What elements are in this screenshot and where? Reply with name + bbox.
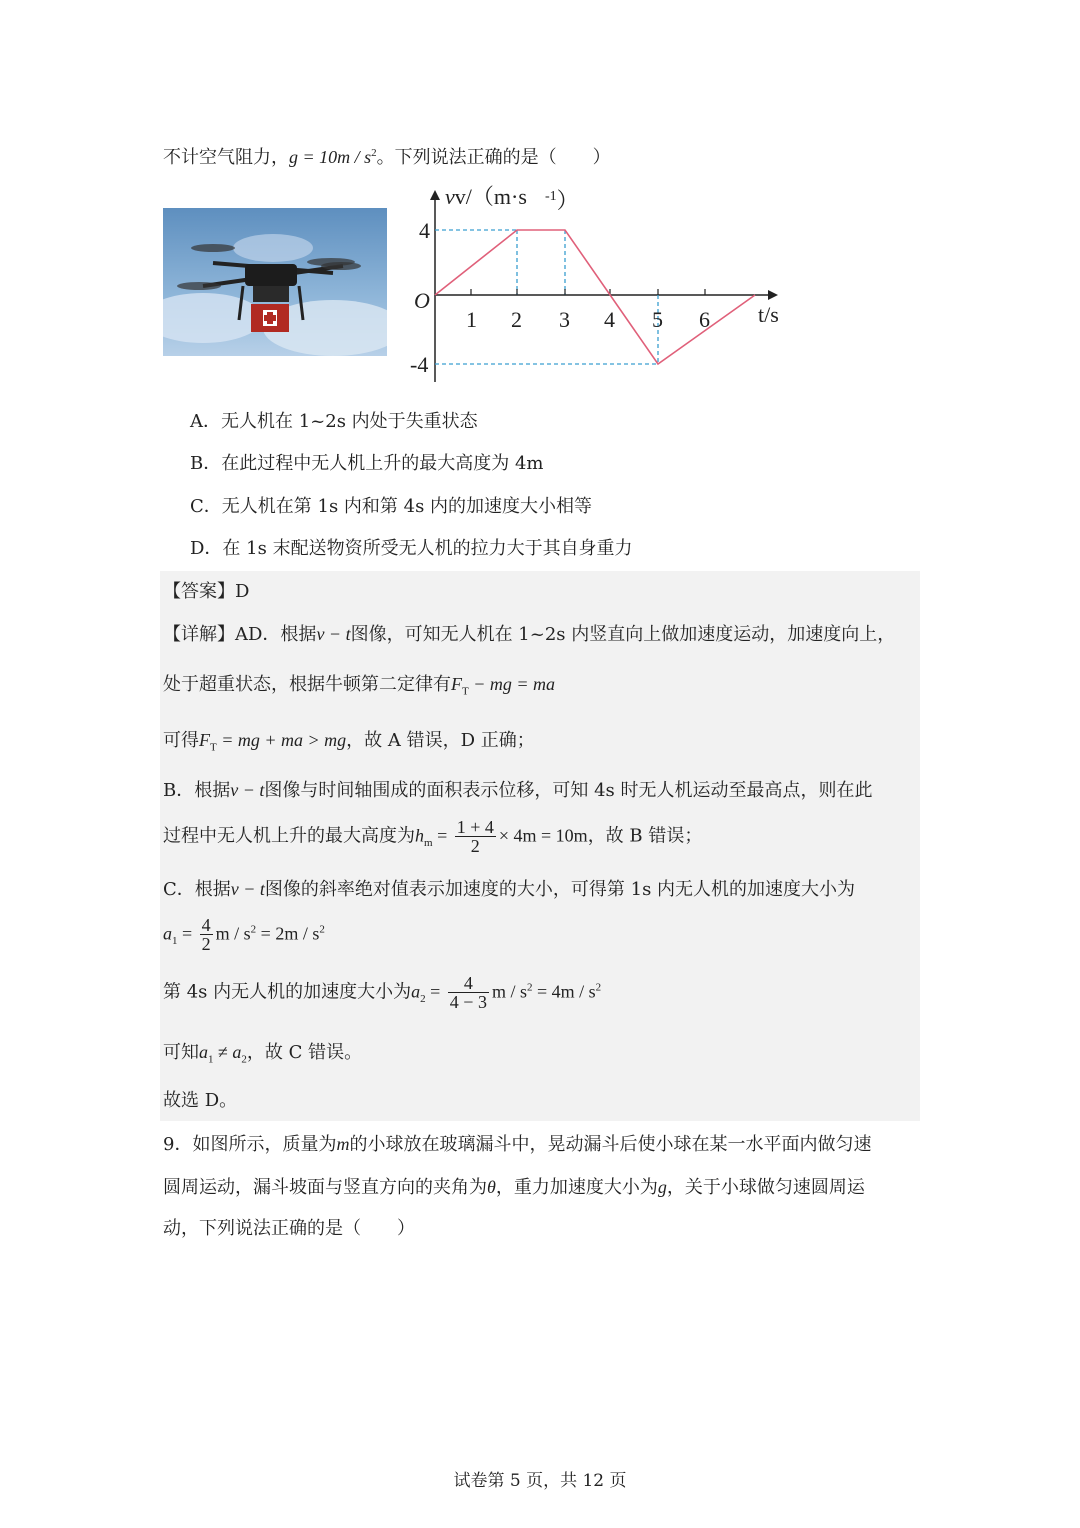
x-tick-5: 5	[652, 307, 663, 332]
detail-b-line-1: B．根据v − t图像与时间轴围成的面积表示位移，可知 4s 时无人机运动至最高点，则在此	[163, 780, 873, 801]
intro-line: 不计空气阻力，$g = 10m / s^2$。下列说法正确的是（ ）	[163, 147, 611, 168]
svg-text:-1）: $^{-1}$）	[545, 188, 579, 213]
option-b: B．在此过程中无人机上升的最大高度为 4m	[190, 453, 544, 474]
option-d: D．在 1s 末配送物资所受无人机的拉力大于其自身重力	[190, 538, 633, 559]
x-tick-4: 4	[604, 307, 615, 332]
option-a: A．无人机在 1~2s 内处于失重状态	[190, 411, 478, 432]
y-axis-arrow	[430, 190, 440, 200]
x-tick-1: 1	[466, 307, 477, 332]
y-axis-label: vv/（m·s	[445, 184, 527, 209]
x-axis-label: t/s	[758, 302, 779, 327]
tick-label-neg4: -4	[410, 352, 429, 377]
x-tick-2: 2	[511, 307, 522, 332]
detail-c-line-2: $a_1$ = $\frac{4}{2}$ $m / s^2 = 2m / s^2$	[163, 915, 325, 954]
option-c: C．无人机在第 1s 内和第 4s 内的加速度大小相等	[190, 496, 593, 517]
detail-c-line-4: 可知$a_1 \ne a_2$，故 C 错误。	[163, 1042, 363, 1066]
x-axis-arrow	[768, 290, 778, 300]
intro-text: 不计空气阻力，	[163, 147, 289, 168]
drone-photo	[163, 208, 387, 356]
velocity-time-graph	[400, 182, 800, 392]
g-value: g = 10m / s	[289, 147, 372, 167]
x-tick-3: 3	[559, 307, 570, 332]
velocity-curve	[435, 230, 755, 364]
origin-label: O	[414, 288, 430, 313]
detail-line-3: 可得$F_T$ = mg + ma > mg，故 A 错误，D 正确；	[163, 730, 535, 754]
final-answer: 故选 D。	[163, 1090, 238, 1111]
intro-question: 。下列说法正确的是（ ）	[376, 147, 611, 168]
page-footer: 试卷第 5 页，共 12 页	[453, 1471, 627, 1491]
detail-b-line-2: 过程中无人机上升的最大高度为$h_m$ = $\frac{1 + 4}{2}$ × 4m = 10m，故 B 错误；	[163, 817, 703, 856]
x-tick-6: 6	[699, 307, 710, 332]
tick-label-4: 4	[419, 218, 430, 243]
detail-line-1: 【详解】AD．根据v − t图像，可知无人机在 1~2s 内竖直向上做加速度运动，加速度向上，	[163, 624, 896, 645]
detail-c-line-1: C．根据v − t图像的斜率绝对值表示加速度的大小，可得第 1s 内无人机的加速度大小为	[163, 879, 856, 900]
fraction: $\frac{1 + 4}{2}$	[456, 817, 494, 856]
detail-line-2: 处于超重状态，根据牛顿第二定律有$F_T$ − mg = ma	[163, 674, 556, 698]
q9-line-2: 圆周运动，漏斗坡面与竖直方向的夹角为θ，重力加速度大小为g，关于小球做匀速圆周运	[163, 1177, 865, 1198]
q9-line-1: 9．如图所示，质量为m的小球放在玻璃漏斗中，晃动漏斗后使小球在某一水平面内做匀速	[163, 1134, 872, 1155]
detail-c-line-3: 第 4s 内无人机的加速度大小为$a_2$ = $\frac{4}{4 - 3}$ $m / s^2 = 4m / s^2$	[163, 973, 602, 1012]
answer-label: 【答案】D	[163, 581, 250, 602]
q9-line-3: 动，下列说法正确的是（ ）	[163, 1218, 415, 1239]
